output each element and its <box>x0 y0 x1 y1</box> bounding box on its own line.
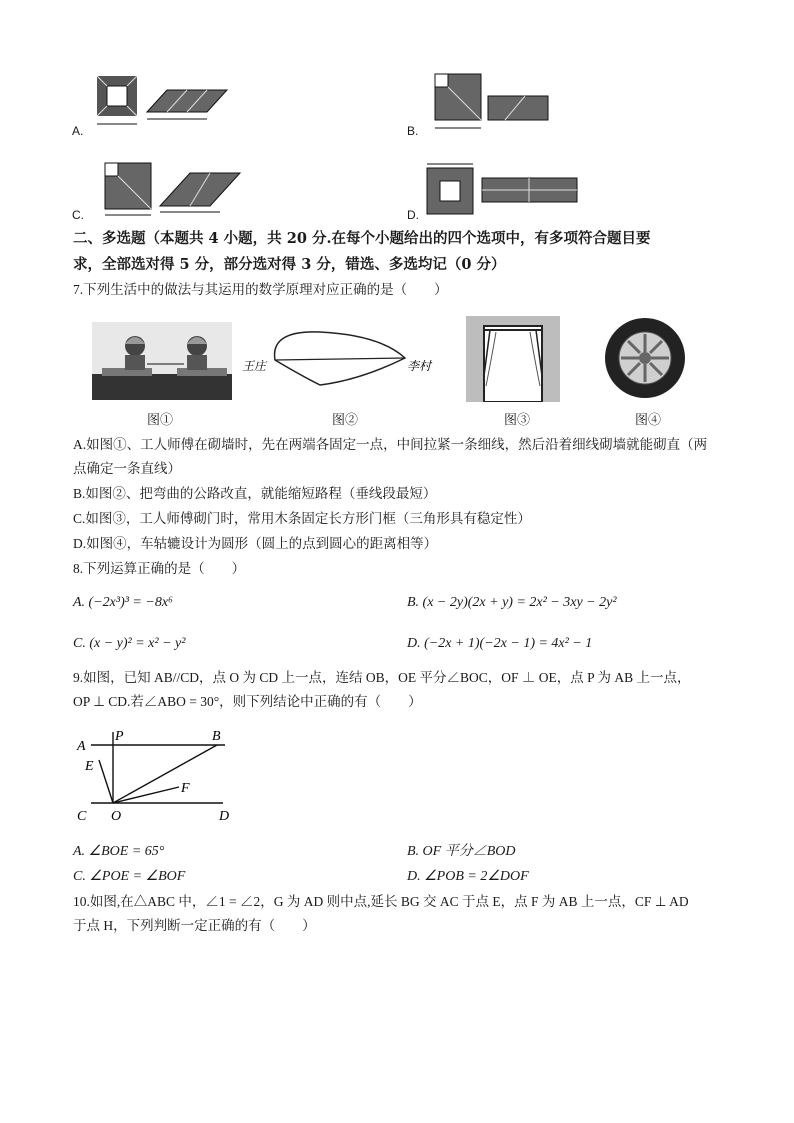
q6-option-d <box>407 148 597 223</box>
label-B: B <box>212 729 221 744</box>
q7-figure-4-wheel <box>603 316 687 400</box>
q6-figure-a <box>92 72 237 137</box>
caption-fig3: 图③ <box>503 413 530 428</box>
q6-option-a <box>72 70 242 140</box>
section-heading-line2: 求，全部选对得 5 分，部分选对得 3 分，错选、多选均记（0 分） <box>73 256 506 273</box>
q7-option-b: B.如图②、把弯曲的公路改直，就能缩短路程（垂线段最短） <box>73 486 437 501</box>
label-E: E <box>85 759 94 774</box>
q6-option-b <box>407 70 587 140</box>
q8-option-b: B. (x − 2y)(2x + y) = 2x² − 3xy − 2y² <box>407 595 617 610</box>
q7-figure-2-road <box>240 320 450 400</box>
option-b-label: B. <box>407 124 419 138</box>
q7-option-a-line1: A.如图①、工人师傅在砌墙时，先在两端各固定一点，中间拉紧一条细线，然后沿着细线砌墙就能砌直（两 <box>73 437 708 452</box>
q9-stem-line2: OP ⊥ CD.若∠ABO = 30°，则下列结论中正确的有（ ） <box>73 694 422 709</box>
q6-option-c <box>72 148 252 223</box>
q8-option-c: C. (x − y)² = x² − y² <box>73 636 186 651</box>
label-P: P <box>115 729 124 744</box>
q9-option-d: D. ∠POB = 2∠DOF <box>407 869 529 884</box>
option-c-label: C. <box>72 208 84 222</box>
q9-option-a: A. ∠BOE = 65° <box>73 844 165 859</box>
caption-fig1: 图① <box>146 413 173 428</box>
label-C: C <box>77 809 87 824</box>
village-left-label: 王庄 <box>242 359 267 373</box>
q7-option-a-line2: 点确定一条直线） <box>73 461 181 476</box>
q7-figure-1-workers <box>92 322 232 400</box>
q9-option-c: C. ∠POE = ∠BOF <box>73 869 186 884</box>
q7-option-c: C.如图③，工人师傅砌门时，常用木条固定长方形门框（三角形具有稳定性） <box>73 511 531 526</box>
q8-option-a: A. (−2x³)³ = −8x⁶ <box>73 595 173 610</box>
q9-option-b: B. OF 平分∠BOD <box>407 844 516 859</box>
section-heading-line1: 二、多选题（本题共 4 小题，共 20 分.在每个小题给出的四个选项中，有多项符合题目要 <box>73 230 651 247</box>
label-O: O <box>111 809 122 824</box>
q9-stem-line1: 9.如图，已知 AB//CD，点 O 为 CD 上一点，连结 OB，OE 平分∠BOC，OF ⊥ OE，点 P 为 AB 上一点， <box>73 670 691 685</box>
q10-stem-line2: 于点 H，下列判断一定正确的有（ ） <box>73 918 316 933</box>
q8-stem: 8.下列运算正确的是（ ） <box>73 561 246 576</box>
q6-figure-b <box>425 70 585 135</box>
caption-fig4: 图④ <box>634 413 661 428</box>
q8-option-d: D. (−2x + 1)(−2x − 1) = 4x² − 1 <box>407 636 593 651</box>
q6-figure-c <box>90 148 255 223</box>
option-d-label: D. <box>407 208 419 222</box>
q7-stem: 7.下列生活中的做法与其运用的数学原理对应正确的是（ ） <box>73 282 448 297</box>
caption-fig2: 图② <box>331 413 358 428</box>
label-D: D <box>219 809 230 824</box>
label-A: A <box>77 739 86 754</box>
q10-stem-line1: 10.如图,在△ABC 中，∠1 = ∠2，G 为 AD 则中点,延长 BG 交 AC 于点 E，点 F 为 AB 上一点，CF ⊥ AD <box>73 894 689 909</box>
q7-figure-3-door <box>466 316 560 402</box>
q6-figure-d <box>422 156 592 218</box>
village-right-label: 李村 <box>407 359 432 373</box>
option-a-label: A. <box>72 124 84 138</box>
q9-geometry-figure <box>75 722 245 830</box>
label-F: F <box>181 781 190 796</box>
q7-option-d: D.如图④，车轱辘设计为圆形（圆上的点到圆心的距离相等） <box>73 536 438 551</box>
